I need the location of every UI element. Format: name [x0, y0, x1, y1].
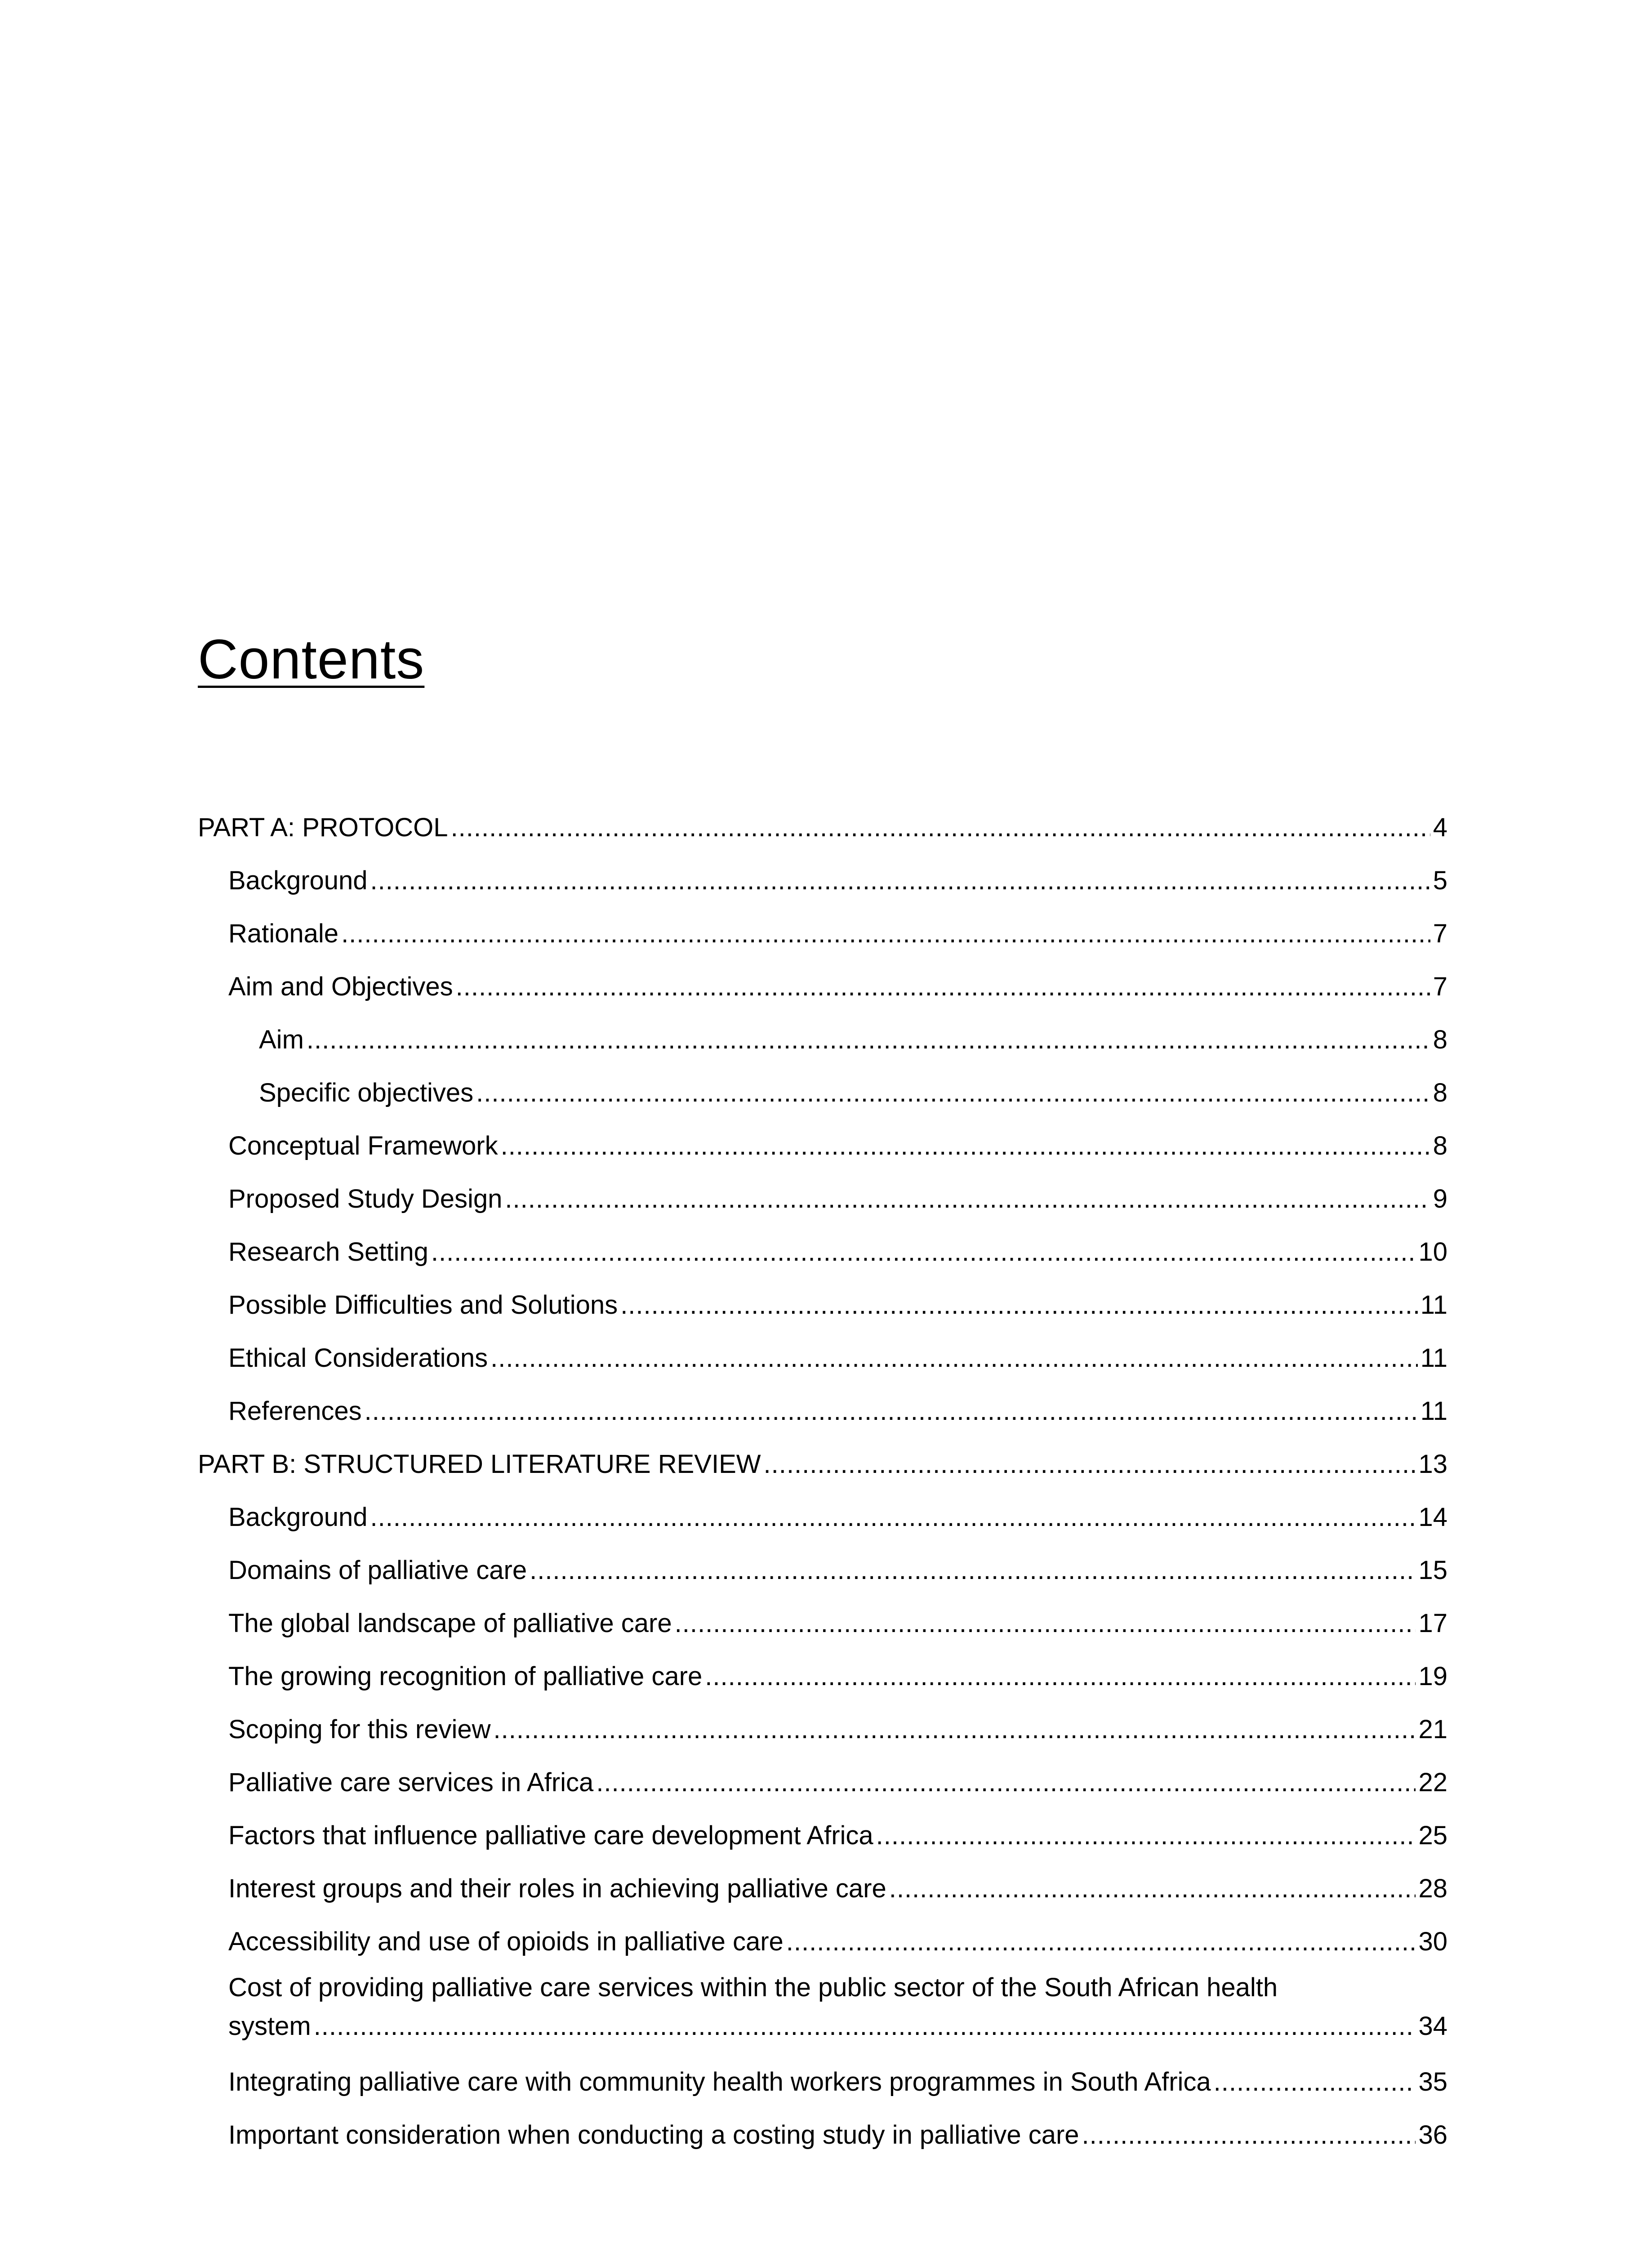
dot-leader [675, 1607, 1416, 1640]
dot-leader [596, 1766, 1416, 1799]
toc-entry-label: Aim and Objectives [228, 972, 453, 1001]
toc-entry-label: Proposed Study Design [228, 1184, 503, 1213]
toc-entry-label: Aim [259, 1025, 304, 1054]
toc-entry[interactable] [198, 1693, 1447, 1746]
toc-entry-label: Conceptual Framework [228, 1131, 498, 1160]
toc-entry[interactable] [198, 897, 1447, 950]
dot-leader [889, 1872, 1416, 1905]
toc-entry[interactable] [198, 950, 1447, 1004]
dot-leader [620, 1289, 1418, 1322]
dot-leader [493, 1713, 1416, 1746]
toc-entry-label-continued: system [228, 2012, 311, 2041]
toc-entry[interactable] [198, 1481, 1447, 1534]
dot-leader [365, 1395, 1418, 1428]
toc-entry[interactable] [198, 2099, 1447, 2152]
toc-entry-page: 25 [1418, 1821, 1447, 1850]
dot-leader [314, 2007, 1416, 2046]
toc-entry-label: Rationale [228, 919, 339, 948]
dot-leader [505, 1182, 1430, 1216]
toc-entry-label: PART A: PROTOCOL [198, 813, 448, 842]
page-title: Contents [198, 629, 425, 691]
toc-entry-page: 11 [1420, 1396, 1447, 1426]
toc-entry-label: Palliative care services in Africa [228, 1768, 594, 1797]
toc-entry-page: 10 [1418, 1237, 1447, 1267]
toc-entry-label: Research Setting [228, 1237, 428, 1267]
toc-entry[interactable] [198, 1746, 1447, 1799]
toc-entry-label: References [228, 1396, 362, 1426]
toc-entry-label: Factors that influence palliative care development Africa [228, 1821, 873, 1850]
dot-leader [476, 1076, 1430, 1110]
toc-entry-page: 17 [1418, 1609, 1447, 1638]
toc-entry-page: 15 [1418, 1556, 1447, 1585]
toc-entry-page: 4 [1433, 813, 1447, 842]
toc-entry-page: 22 [1418, 1768, 1447, 1797]
toc-entry[interactable] [198, 1534, 1447, 1587]
toc-entry[interactable] [198, 1852, 1447, 1905]
toc-entry-page: 9 [1433, 1184, 1447, 1213]
toc-entry-label: Accessibility and use of opioids in palliative care [228, 1927, 784, 1956]
toc-entry-page: 30 [1418, 1927, 1447, 1956]
toc-entry-label: Interest groups and their roles in achieving palliative care [228, 1874, 886, 1903]
dot-leader [451, 811, 1430, 844]
dot-leader [705, 1660, 1416, 1693]
dot-leader [876, 1819, 1416, 1852]
toc-entry-label: Background [228, 866, 368, 895]
toc-entry-label: Possible Difficulties and Solutions [228, 1290, 618, 1320]
dot-leader [307, 1023, 1430, 1057]
toc-entry[interactable] [198, 1428, 1447, 1481]
toc-entry-label: Specific objectives [259, 1078, 474, 1107]
toc-entry-page: 21 [1418, 1715, 1447, 1744]
toc-entry-continuation [228, 2007, 1447, 2046]
toc-entry[interactable] [198, 1110, 1447, 1163]
toc-entry-label: Domains of palliative care [228, 1556, 527, 1585]
toc-entry-page: 14 [1418, 1503, 1447, 1532]
toc-entry-label: Integrating palliative care with community health workers programmes in South Africa [228, 2067, 1211, 2096]
dot-leader [370, 864, 1430, 897]
toc-entry[interactable] [198, 1799, 1447, 1852]
toc-entry-label: Cost of providing palliative care services within the public sector of the South African health [228, 1973, 1278, 2002]
dot-leader [1214, 2065, 1416, 2099]
toc-entry-page: 13 [1418, 1450, 1447, 1479]
dot-leader [370, 1501, 1416, 1534]
toc-entry[interactable] [198, 1958, 1447, 2046]
toc-entry-label: PART B: STRUCTURED LITERATURE REVIEW [198, 1450, 761, 1479]
toc-entry[interactable] [198, 2046, 1447, 2099]
toc-entry[interactable] [198, 1004, 1447, 1057]
toc-entry-page: 8 [1433, 1078, 1447, 1107]
toc-entry[interactable] [198, 1905, 1447, 1958]
toc-entry-label: The global landscape of palliative care [228, 1609, 672, 1638]
dot-leader [456, 970, 1430, 1004]
toc-entry[interactable] [198, 1216, 1447, 1269]
toc-entry-page: 11 [1420, 1290, 1447, 1320]
toc-entry[interactable] [198, 1057, 1447, 1110]
dot-leader [786, 1925, 1416, 1958]
toc-entry-page: 19 [1418, 1662, 1447, 1691]
dot-leader [490, 1342, 1418, 1375]
toc-entry-label: The growing recognition of palliative care [228, 1662, 703, 1691]
toc-entry-page: 35 [1418, 2067, 1447, 2096]
table-of-contents [198, 791, 1447, 2152]
toc-entry[interactable] [198, 844, 1447, 897]
toc-entry[interactable] [198, 1640, 1447, 1693]
dot-leader [530, 1554, 1416, 1587]
toc-entry-page: 34 [1418, 2012, 1447, 2041]
toc-entry-label: Background [228, 1503, 368, 1532]
toc-entry-page: 11 [1420, 1343, 1447, 1373]
toc-entry[interactable] [198, 791, 1447, 844]
dot-leader [1082, 2119, 1416, 2152]
toc-entry-page: 7 [1433, 972, 1447, 1001]
toc-entry-page: 5 [1433, 866, 1447, 895]
toc-entry[interactable] [198, 1375, 1447, 1428]
toc-entry[interactable] [198, 1322, 1447, 1375]
toc-entry-page: 7 [1433, 919, 1447, 948]
toc-entry[interactable] [198, 1587, 1447, 1640]
dot-leader [341, 917, 1430, 950]
toc-entry[interactable] [198, 1269, 1447, 1322]
toc-entry-page: 36 [1418, 2120, 1447, 2150]
dot-leader [431, 1236, 1416, 1269]
toc-entry-page: 28 [1418, 1874, 1447, 1903]
toc-entry[interactable] [198, 1163, 1447, 1216]
toc-entry-label: Important consideration when conducting a costing study in palliative care [228, 2120, 1079, 2150]
toc-entry-page: 8 [1433, 1131, 1447, 1160]
toc-entry-label: Scoping for this review [228, 1715, 491, 1744]
toc-entry-page: 8 [1433, 1025, 1447, 1054]
dot-leader [764, 1448, 1416, 1481]
toc-entry-label: Ethical Considerations [228, 1343, 488, 1373]
dot-leader [501, 1129, 1430, 1163]
